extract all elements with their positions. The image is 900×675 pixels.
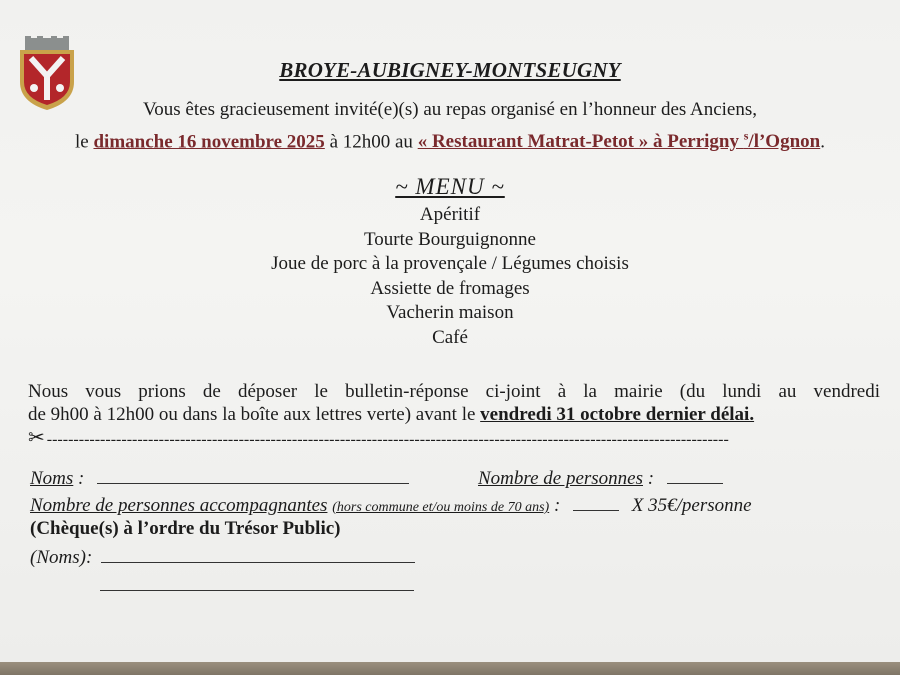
- venue-sup: s: [743, 129, 749, 143]
- invitation-line-1: Vous êtes gracieusement invité(e)(s) au repas organisé en l’honneur des Anciens,: [143, 99, 757, 120]
- price-label: X 35€/personne: [631, 495, 752, 516]
- noms2-extra-row: [100, 572, 414, 597]
- page-title: BROYE-AUBIGNEY-MONTSEUGNY: [279, 58, 621, 82]
- nombre-field[interactable]: [667, 465, 723, 484]
- menu-item: Assiette de fromages: [370, 277, 530, 299]
- menu-item: Apéritif: [419, 204, 481, 225]
- invitation-mid: à 12h00 au: [324, 131, 418, 153]
- event-date: dimanche 16 novembre 2025: [93, 131, 325, 153]
- menu-item: Café: [432, 326, 468, 348]
- noms2-label: (Noms):: [30, 547, 93, 568]
- venue-end: /l’Ognon: [748, 131, 821, 153]
- cut-dashes: --------------------------------------------------------------------------------------------------------------------------------: [46, 431, 729, 445]
- cheque-note: (Chèque(s) à l’ordre du Trésor Public): [30, 518, 341, 539]
- notice-line-1: Nous vous prions de déposer le bulletin-réponse ci-joint à la mairie (du lundi au vendredi: [28, 381, 880, 402]
- invitation-end: .: [820, 131, 825, 153]
- nombre-colon: :: [643, 468, 655, 489]
- noms2-field-extra[interactable]: [100, 572, 414, 591]
- menu-item: Tourte Bourguignonne: [364, 228, 536, 250]
- menu-title: ~ MENU ~: [395, 174, 505, 199]
- noms-colon: :: [73, 468, 85, 489]
- notice-line-2: [28, 403, 880, 426]
- scissors-icon: ✂: [28, 427, 45, 445]
- notice-paragraph: [28, 380, 880, 426]
- notice-deadline: vendredi 31 octobre dernier délai.: [480, 404, 755, 425]
- notice-line-2-text: de 9h00 à 12h00 ou dans la boîte aux lettres verte) avant le: [28, 404, 481, 425]
- accomp-note: (hors commune et/ou moins de 70 ans): [332, 500, 550, 515]
- accomp-colon: :: [549, 495, 561, 516]
- table-surface: [0, 662, 900, 675]
- venue-name: « Restaurant Matrat-Petot » à Perrigny: [417, 131, 744, 153]
- noms-row: [30, 465, 409, 490]
- invitation-line-2: [0, 129, 900, 153]
- cut-line: [28, 425, 858, 445]
- event-venue: [418, 131, 821, 152]
- noms2-field[interactable]: [101, 544, 415, 563]
- accomp-label: Nombre de personnes accompagnantes: [30, 495, 328, 516]
- noms2-row: [30, 544, 415, 569]
- menu-item: Joue de porc à la provençale / Légumes choisis: [271, 253, 629, 275]
- accomp-row: [30, 492, 752, 517]
- menu-item: Vacherin maison: [386, 302, 514, 324]
- nombre-label: Nombre de personnes: [478, 468, 643, 489]
- noms-field[interactable]: [97, 465, 409, 484]
- menu-list: [0, 203, 900, 351]
- invitation-prefix: le: [75, 131, 94, 153]
- noms-label: Noms: [30, 468, 74, 489]
- nombre-row: [478, 465, 723, 490]
- accomp-field[interactable]: [573, 492, 619, 511]
